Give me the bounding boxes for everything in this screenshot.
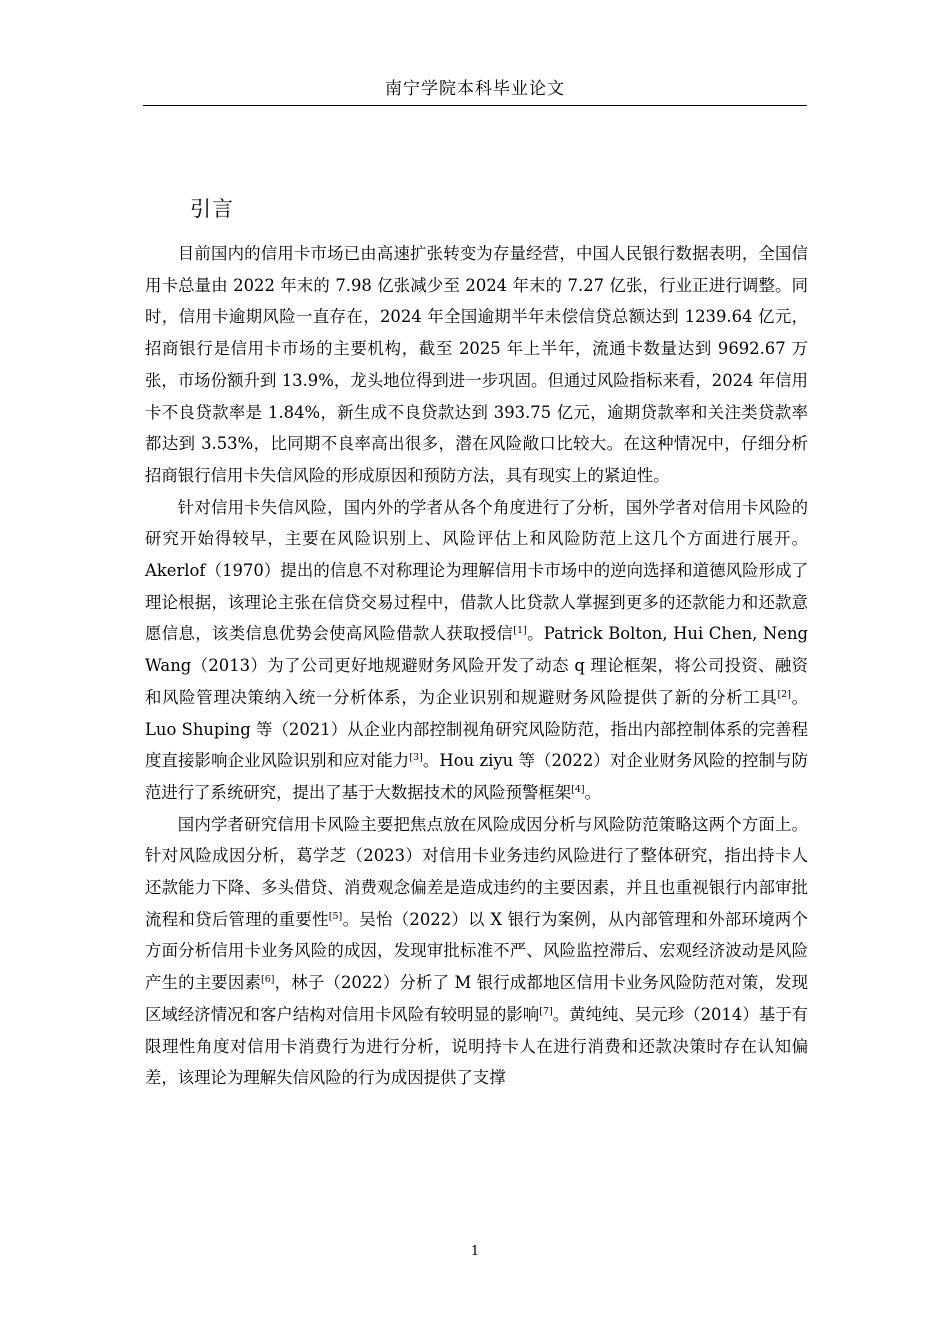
text-run: 。Hou ziyu 等（2022）对企业财务风险的控制与防范进行了系统研究，提出了基于大数据技术的风险预警框架	[145, 751, 809, 802]
section-title: 引言	[190, 197, 234, 221]
text-run: 国内学者研究信用卡风险主要把焦点放在风险成因分析与风险防范策略这两个方面上。针对风险成因分析，葛学芝（2023）对信用卡业务违约风险进行了整体研究，指出持卡人还款能力下降、多头借贷、消费观念偏差是造成违约的主要因素，并且也重视银行内部审批流程和贷后管理的重要性	[145, 814, 808, 929]
citation-ref: [1]	[513, 625, 527, 637]
body-text	[145, 238, 808, 1094]
paragraph	[145, 238, 808, 492]
paragraph	[145, 492, 808, 809]
citation-ref: [7]	[539, 1005, 553, 1017]
citation-ref: [6]	[261, 974, 275, 986]
text-run: 。黄纯纯、吴元珍（2014）基于有限理性角度对信用卡消费行为进行分析，说明持卡人在进行消费和还款决策时存在认知偏差，该理论为理解失信风险的行为成因提供了支撑	[145, 1004, 808, 1088]
text-run: 针对信用卡失信风险，国内外的学者从各个角度进行了分析，国外学者对信用卡风险的研究开始得较早，主要在风险识别上、风险评估上和风险防范上这几个方面进行展开。Akerlof（1970）提出的信息不对称理论为理解信用卡市场中的逆向选择和道德风险形成了理论根据，该理论主张在信贷交易过程中，借款人比贷款人掌握到更多的还款能力和还款意愿信息，该类信息优势会使高风险借款人获取授信	[145, 497, 808, 644]
citation-ref: [4]	[571, 783, 585, 795]
text-run: 。	[584, 782, 602, 802]
page-header: 南宁学院本科毕业论文	[143, 74, 807, 106]
text-run: ，林子（2022）分析了 M 银行成都地区信用卡业务风险防范对策，发现区域经济情况和客户结构对信用卡风险有较明显的影响	[145, 973, 808, 1024]
citation-ref: [5]	[328, 910, 343, 922]
citation-ref: [3]	[409, 752, 423, 764]
text-run: 。吴怡（2022）以 X 银行为案例，从内部管理和外部环境两个方面分析信用卡业务风险的成因，发现审批标准不严、风险监控滞后、宏观经济波动是风险产生的主要因素	[145, 909, 809, 993]
text-run: 。Luo Shuping 等（2021）从企业内部控制视角研究风险防范，指出内部控制体系的完善程度直接影响企业风险识别和应对能力	[145, 687, 808, 771]
paragraph	[145, 809, 808, 1094]
citation-ref: [2]	[777, 688, 791, 700]
text-run: 。Patrick Bolton, Hui Chen, Neng Wang（2013）为了公司更好地规避财务风险开发了动态 q 理论框架，将公司投资、融资和风险管理决策纳入统一分析体系，为企业识别和规避财务风险提供了新的分析工具	[145, 624, 808, 707]
text-run: 目前国内的信用卡市场已由高速扩张转变为存量经营，中国人民银行数据表明，全国信用卡总量由 2022 年末的 7.98 亿张减少至 2024 年末的 7.27 亿张，行业正进行调整。同时，信用卡逾期风险一直存在，2024 年全国逾期半年未偿信贷总额达到 1239.64 亿元，招商银行是信用卡市场的主要机构，截至 2025 年上半年，流通卡数量达到 9692.67 万张，市场份额升到 13.9%，龙头地位得到进一步巩固。但通过风险指标来看，2024 年信用卡不良贷款率是 1.84%，新生成不良贷款达到 393.75 亿元，逾期贷款率和关注类贷款率都达到 3.53%，比同期不良率高出很多，潜在风险敞口比较大。在这种情况中，仔细分析招商银行信用卡失信风险的形成原因和预防方法，具有现实上的紧迫性。	[145, 244, 808, 485]
page-number: 1	[470, 1244, 480, 1259]
